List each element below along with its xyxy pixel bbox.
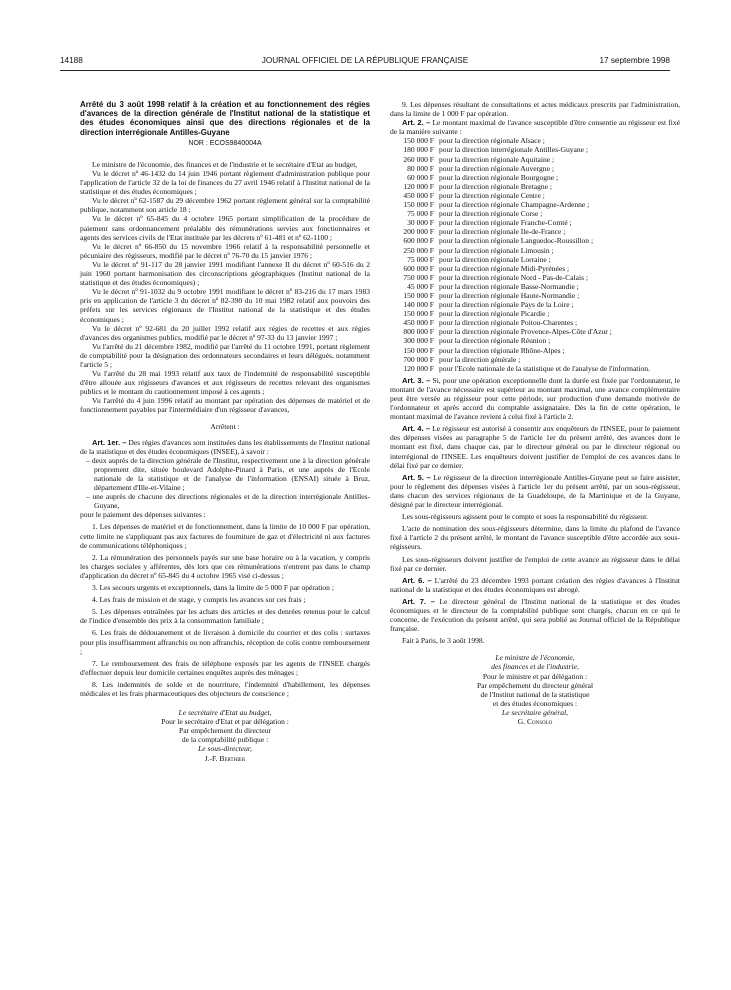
paragraph: pour le paiement des dépenses suivantes : [80, 510, 206, 520]
amount-value: 150 000 F [403, 345, 434, 355]
paragraph: Vu le décret nº 91-117 du 28 janvier 1991 modifiant l'annexe II du décret nº 60-516 du 2 juin 1960 portant harmonisation des circonscriptions géographiques (Institut national de la statistique et des études économiques) ; [80, 259, 370, 288]
amount-recipient: pour la direction régionale Limousin ; [439, 245, 554, 255]
signatory-line: de la comptabilité publique : [181, 735, 269, 745]
numbered-item: 2. La rémunération des personnels payés sur une base horaire ou à la vacation, y compris les charges sociales y afférentes, dès lors que ces rémunérations n'entrent pas dans le champ d'application du décret nº 65-845 du 4 octobre 1965 visé ci-dessus ; [80, 552, 370, 580]
article-label: Art. 5. – [402, 472, 431, 482]
amount-row [390, 200, 680, 209]
list-item: – une auprès de chacune des directions régionales et de la direction interrégionale Antilles-Guyane, [86, 492, 370, 511]
article-paragraph: Art. 1er. – Des régies d'avances sont instituées dans les établissements de l'Institut national de la statistique et des études économiques (INSEE), à savoir : [80, 437, 370, 456]
publication-date: 17 septembre 1998 [599, 56, 670, 65]
amount-value: 200 000 F [403, 227, 434, 237]
signatory-title: Le secrétaire d'Etat au budget, [178, 708, 272, 718]
numbered-item: 7. Le remboursement des frais de téléphone exposés par les agents de l'INSEE chargés d'effectuer depuis leur domicile certaines enquêtes auprès des ménages ; [80, 658, 370, 677]
signatory-name: G. Consolo [517, 717, 553, 726]
amount-recipient: pour la direction régionale Franche-Comté ; [439, 218, 572, 228]
amount-recipient: pour la direction régionale Pays de la Loire ; [439, 300, 574, 310]
numbered-item: 3. Les secours urgents et exceptionnels, dans la limite de 5 000 F par opération ; [92, 583, 334, 593]
paragraph: Le ministre de l'économie, des finances et de l'industrie et le secrétaire d'Etat au budget, [92, 159, 358, 169]
amount-recipient: pour la direction régionale Alsace ; [439, 136, 545, 146]
amount-row [390, 136, 680, 145]
amount-recipient: pour la direction interrégionale Antilles-Guyane ; [439, 145, 589, 155]
amount-value: 750 000 F [403, 272, 434, 282]
amount-recipient: pour la direction régionale Corse ; [439, 209, 543, 219]
header-rule [60, 70, 670, 71]
amount-list [390, 136, 680, 372]
amount-recipient: pour la direction générale ; [439, 354, 521, 364]
article-paragraph: Art. 7. – Le directeur général de l'Institut national de la statistique et des études économiques et le directeur de la comptabilité publique sont chargés, chacun en ce qui le concerne, de l'exécution du présent arrêté, qui sera publié au Journal officiel de la République française. [390, 596, 680, 634]
list-item: – deux auprès de la direction générale de l'Institut, respectivement une à la direction générale proprement dite, située boulevard Adolphe-Pinard à Paris, et une auprès de l'Ecole nationale de la statistique et de l'analyse de l'information (ENSAI) située à Bruz, département d'Ille-et-Vilaine ; [86, 455, 370, 493]
amount-row [390, 145, 680, 154]
amount-value: 45 000 F [407, 281, 434, 291]
amount-row [390, 218, 680, 227]
article-label: Art. 4. – [402, 424, 431, 434]
amount-row [390, 209, 680, 218]
amount-value: 120 000 F [403, 181, 434, 191]
paragraph: Vu le décret nº 92-681 du 20 juillet 1992 relatif aux régies de recettes et aux régies d'avances des organismes publics, modifié par le décret nº 97-33 du 13 janvier 1997 ; [80, 323, 370, 342]
amount-recipient: pour la direction régionale Ile-de-France ; [439, 227, 566, 237]
amount-value: 450 000 F [403, 318, 434, 328]
amount-value: 300 000 F [403, 336, 434, 346]
article-paragraph: Art. 3. – Si, pour une opération exceptionnelle dont la durée est fixée par l'ordonnateur, le montant de l'avance nécessaire est supérieur au montant maximal, une avance complémentaire peut être versée au régisseur pour cette période, sur production d'une demande motivée de l'ordonnateur et après accord du comptable assignataire. Dès la fin de cette opération, le montant maximal de l'avance revient à celui fixé à l'article 2. [390, 375, 680, 422]
article-label: Art. 1er. – [92, 437, 127, 447]
amount-recipient: pour la direction régionale Haute-Normandie ; [439, 290, 580, 300]
amount-value: 260 000 F [403, 154, 434, 164]
amount-row [390, 182, 680, 191]
signatory-line: et des études économiques : [492, 698, 578, 708]
paragraph: Vu l'arrêté du 4 juin 1996 relatif au montant par opération des dépenses de matériel et de fonctionnement payables par l'intermédiaire d'un régisseur d'avances, [80, 396, 370, 415]
amount-row [390, 155, 680, 164]
article-paragraph: Art. 2. – Le montant maximal de l'avance susceptible d'être consentie au régisseur est fixé de la manière suivante : [390, 118, 680, 137]
amount-value: 30 000 F [407, 218, 434, 228]
numbered-item: 1. Les dépenses de matériel et de fonctionnement, dans la limite de 10 000 F par opération, cette limite ne s'appliquant pas aux factures de fourniture de gaz et d'électricité ni aux factures de communications téléphoniques ; [80, 522, 370, 550]
article-label: Art. 2. – [402, 118, 431, 128]
paragraph: L'acte de nomination des sous-régisseurs détermine, dans la limite du plafond de l'avance fixé à l'article 2 du présent arrêté, le montant de l'avance susceptible d'être accordée aux sous-régisseurs. [390, 524, 680, 552]
numbered-item: 8. Les indemnités de solde et de nourriture, l'indemnité d'habillement, les dépenses médicales et les frais pharmaceutiques des objecteurs de conscience ; [80, 679, 370, 698]
amount-row [390, 346, 680, 355]
signatory-line: de l'Institut national de la statistique [480, 689, 590, 699]
amount-recipient: pour la direction régionale Lorraine ; [439, 254, 551, 264]
amount-recipient: pour la direction régionale Réunion ; [439, 336, 551, 346]
amount-row [390, 255, 680, 264]
amount-row [390, 336, 680, 345]
amount-recipient: pour la direction régionale Rhône-Alpes ; [439, 345, 565, 355]
amount-value: 120 000 F [403, 363, 434, 373]
amount-row [390, 164, 680, 173]
amount-value: 600 000 F [403, 263, 434, 273]
amount-row [390, 273, 680, 282]
amount-recipient: pour la direction régionale Centre ; [439, 190, 545, 200]
amount-value: 60 000 F [407, 172, 434, 182]
amount-recipient: pour la direction régionale Provence-Alpes-Côte d'Azur ; [439, 327, 612, 337]
numbered-item: 5. Les dépenses entraînées par les achats des articles et des denrées retenus pour le calcul de l'indice d'ensemble des prix à la consommation familiale ; [80, 607, 370, 626]
paragraph: Les sous-régisseurs doivent justifier de l'emploi de cette avance au régisseur dans le délai fixé par ce dernier. [390, 554, 680, 573]
amount-row [390, 246, 680, 255]
amount-row [390, 318, 680, 327]
arretent-heading: Arrêtent : [210, 421, 240, 431]
amount-value: 150 000 F [403, 290, 434, 300]
signature-date: Fait à Paris, le 3 août 1998. [402, 636, 485, 646]
article-paragraph: Art. 6. – L'arrêté du 23 décembre 1993 portant création des régies d'avances à l'Institut national de la statistique et des études économiques est abrogé. [390, 575, 681, 594]
amount-row [390, 173, 680, 182]
right-column [390, 100, 680, 726]
amount-value: 150 000 F [403, 136, 434, 146]
nor-reference: NOR : ECOS9840004A [188, 139, 262, 147]
amount-value: 450 000 F [403, 190, 434, 200]
left-column [80, 100, 370, 763]
amount-value: 140 000 F [403, 300, 434, 310]
amount-recipient: pour l'Ecole nationale de la statistique et de l'analyse de l'information. [439, 363, 650, 373]
signatory-line: Pour le ministre et par délégation : [482, 671, 588, 681]
amount-row [390, 282, 680, 291]
paragraph: Les sous-régisseurs agissent pour le compte et sous la responsabilité du régisseur. [402, 512, 649, 522]
article-label: Art. 3. – [402, 375, 431, 385]
amount-row [390, 355, 680, 364]
signatory-line: Pour le secrétaire d'Etat et par délégation : [161, 717, 289, 727]
signatory-title: Le ministre de l'économie, [495, 653, 575, 663]
paragraph: Vu le décret nº 91-1032 du 9 octobre 1991 modifiant le décret nº 83-216 du 17 mars 1983 pris en application de l'article 3 du décret nº 82-390 du 10 mai 1982 relatif aux pouvoirs des préfets sur les services régionaux de l'Institut national de la statistique et des études économiques ; [80, 287, 370, 324]
amount-row [390, 191, 680, 200]
paragraph: Vu l'arrêté du 28 mai 1993 relatif aux taux de l'indemnité de responsabilité susceptible d'être allouée aux régisseurs d'avances et aux régisseurs de recettes relevant des organismes publics et le montant du cautionnement imposé à ces agents ; [80, 369, 370, 397]
amount-recipient: pour la direction régionale Champagne-Ardenne ; [439, 200, 590, 210]
journal-title: JOURNAL OFFICIEL DE LA RÉPUBLIQUE FRANÇAISE [261, 56, 469, 65]
amount-row [390, 264, 680, 273]
article-paragraph: Art. 5. – Le régisseur de la direction interrégionale Antilles-Guyane peut se faire assister, pour le règlement des dépenses visées à l'article 1er du présent arrêté, par un sous-régisseur, dans chacun des services régionaux de la Guadeloupe, de la Martinique et de la Guyane, désigné par le directeur interrégional. [390, 472, 681, 510]
paragraph: Vu le décret nº 65-845 du 4 octobre 1965 portant simplification de la procédure de paiement sans ordonnancement préalable des rémunérations servies aux fonctionnaires et agents des services civils de l'Etat instituée par les décrets nº 61-481 et nº 62-1100 ; [80, 214, 370, 242]
amount-value: 180 000 F [403, 145, 434, 155]
signatory-title: des finances et de l'industrie, [491, 662, 579, 672]
amount-value: 80 000 F [407, 163, 434, 173]
amount-value: 800 000 F [403, 327, 434, 337]
amount-row [390, 227, 680, 236]
amount-value: 600 000 F [403, 236, 434, 246]
paragraph: Vu le décret nº 66-850 du 15 novembre 1966 relatif à la responsabilité personnelle et pécuniaire des régisseurs, modifié par le décret nº 76-70 du 15 janvier 1976 ; [80, 241, 370, 260]
paragraph: Vu le décret nº 62-1587 du 29 décembre 1962 portant règlement général sur la comptabilité publique, notamment son article 18 ; [80, 196, 370, 215]
paragraph: Vu le décret nº 46-1432 du 14 juin 1946 portant règlement d'administration publique pour l'application de l'article 32 de la loi de finances du 27 avril 1946 relatif à l'Institut national de la statistique et des études économiques ; [80, 169, 370, 197]
signatory-name: J.-F. Berthier [204, 753, 246, 763]
numbered-item: 9. Les dépenses résultant de consultations et actes médicaux prescrits par l'administration, dans la limite de 1 000 F par opération. [390, 100, 680, 119]
amount-recipient: pour la direction régionale Midi-Pyrénées ; [439, 263, 570, 273]
amount-recipient: pour la direction régionale Nord - Pas-de-Calais ; [439, 272, 589, 282]
amount-row [390, 300, 680, 309]
numbered-item: 4. Les frais de mission et de stage, y compris les avances sur ces frais ; [92, 595, 306, 605]
amount-row [390, 327, 680, 336]
amount-recipient: pour la direction régionale Basse-Normandie ; [439, 281, 579, 291]
amount-row [390, 236, 680, 245]
signatory-title: Le secrétaire général, [501, 707, 569, 717]
signatory-line: Par empêchement du directeur général [476, 680, 594, 690]
signatory-line: Par empêchement du directeur [179, 726, 271, 736]
amount-recipient: pour la direction régionale Bourgogne ; [439, 172, 559, 182]
page-number: 14188 [60, 56, 83, 65]
amount-row [390, 291, 680, 300]
amount-value: 700 000 F [403, 354, 434, 364]
amount-recipient: pour la direction régionale Bretagne ; [439, 181, 552, 191]
amount-row [390, 309, 680, 318]
signatory-title: Le sous-directeur, [198, 744, 252, 754]
numbered-item: 6. Les frais de dédouanement et de livraison à domicile du courrier et des colis : surtaxes pour plis insuffisamment affranchis ou non affranchis, réception de colis contre remboursement ; [80, 628, 370, 656]
amount-recipient: pour la direction régionale Aquitaine ; [439, 154, 555, 164]
article-paragraph: Art. 4. – Le régisseur est autorisé à consentir aux enquêteurs de l'INSEE, pour le paiement des dépenses visées au paragraphe 5 de l'article 1er du présent arrêté, des avances dont le montant est fixé, dans chaque cas, par le directeur général ou par le directeur régional ou interrégional de l'INSEE. Les enquêteurs doivent justifier de l'emploi de ces avances dans le délai fixé par ce dernier. [390, 424, 680, 470]
page-header [60, 56, 670, 70]
paragraph: Vu l'arrêté du 21 décembre 1982, modifié par l'arrêté du 11 octobre 1991, portant règlement de comptabilité pour la désignation des ordonnateurs secondaires et leurs délégués, notamment l'article 5 ; [80, 341, 370, 369]
amount-value: 150 000 F [403, 200, 434, 210]
amount-recipient: pour la direction régionale Auvergne ; [439, 163, 554, 173]
amount-value: 75 000 F [407, 209, 434, 219]
amount-recipient: pour la direction régionale Languedoc-Roussillon ; [439, 236, 594, 246]
amount-value: 250 000 F [403, 245, 434, 255]
amount-recipient: pour la direction régionale Picardie ; [439, 309, 550, 319]
amount-value: 150 000 F [403, 309, 434, 319]
amount-value: 75 000 F [407, 254, 434, 264]
amount-row [390, 364, 680, 373]
article-label: Art. 7. – [402, 596, 435, 606]
article-label: Art. 6. – [402, 575, 432, 585]
amount-recipient: pour la direction régionale Poitou-Charentes ; [439, 318, 578, 328]
decree-title: Arrêté du 3 août 1998 relatif à la création et au fonctionnement des régies d'avances de la direction générale de l'Institut national de la statistique et des études économiques ainsi que des directions régionales et de la direction interrégionale Antilles-Guyane [80, 100, 370, 137]
